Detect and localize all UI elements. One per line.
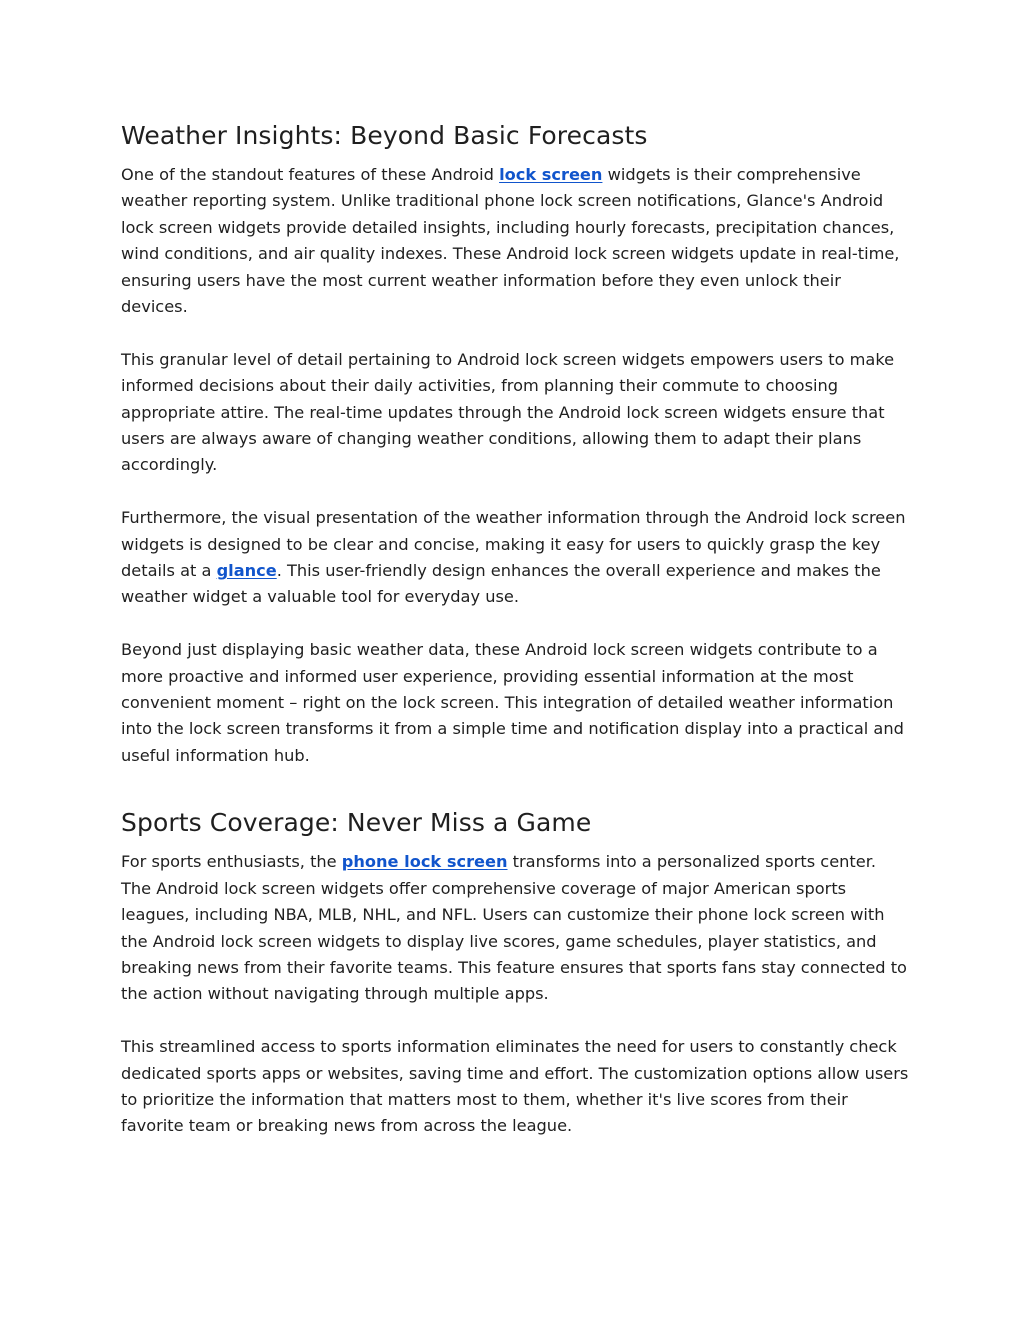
lock-screen-link[interactable]: lock screen [499,165,603,184]
section-heading-weather: Weather Insights: Beyond Basic Forecasts [121,121,648,150]
glance-link[interactable]: glance [216,561,277,581]
document-page [121,118,911,1166]
paragraph-weather-3 [121,505,911,611]
paragraph-weather-4: Beyond just displaying basic weather data, these Android lock screen widgets contribute to a more proactive and informed user experience, providing essential information at the most convenient moment – right on the lock screen. This integration of detailed weather information into the lock screen transforms it from a simple time and notification display into a practical and useful information hub. [121,640,904,765]
paragraph-text: widgets is their comprehensive weather reporting system. Unlike traditional phone lock screen notifications, Glance's Android lock screen widgets provide detailed insights, including hourly forecasts, precipitation chances, wind conditions, and air quality indexes. These Android lock screen widgets update in real-time, ensuring users have the most current weather information before they even unlock their devices. [121,165,900,317]
section-heading-sports: Sports Coverage: Never Miss a Game [121,808,592,838]
phone-lock-screen-link[interactable]: phone lock screen [341,852,508,872]
paragraph-text: . This user-friendly design enhances the overall experience and makes the weather widget a valuable tool for everyday use. [121,561,881,607]
paragraph-text: transforms into a personalized sports center. The Android lock screen widgets offer comprehensive coverage of major American sports leagues, including NBA, MLB, NHL, and NFL. Users can customize their phone lock screen with the Android lock screen widgets to display live scores, game schedules, player statistics, and breaking news from their favorite teams. This feature ensures that sports fans stay connected to the action without navigating through multiple apps. [121,852,907,1004]
paragraph-sports-1 [121,849,911,1007]
paragraph-sports-2: This streamlined access to sports information eliminates the need for users to constantly check dedicated sports apps or websites, saving time and effort. The customization options allow users to prioritize the information that matters most to them, whether it's live scores from their favorite team or breaking news from across the league. [121,1037,909,1136]
paragraph-text: Furthermore, the visual presentation of the weather information through the Android lock screen widgets is designed to be clear and concise, making it easy for users to quickly grasp the key details at a [121,508,906,581]
paragraph-weather-1 [121,162,911,320]
paragraph-text: One of the standout features of these Android [121,165,500,184]
paragraph-text: For sports enthusiasts, the [121,852,342,872]
paragraph-weather-2: This granular level of detail pertaining to Android lock screen widgets empowers users to make informed decisions about their daily activities, from planning their commute to choosing appropriate attire. The real-time updates through the Android lock screen widgets ensure that users are always aware of changing weather conditions, allowing them to adapt their plans accordingly. [121,349,895,475]
